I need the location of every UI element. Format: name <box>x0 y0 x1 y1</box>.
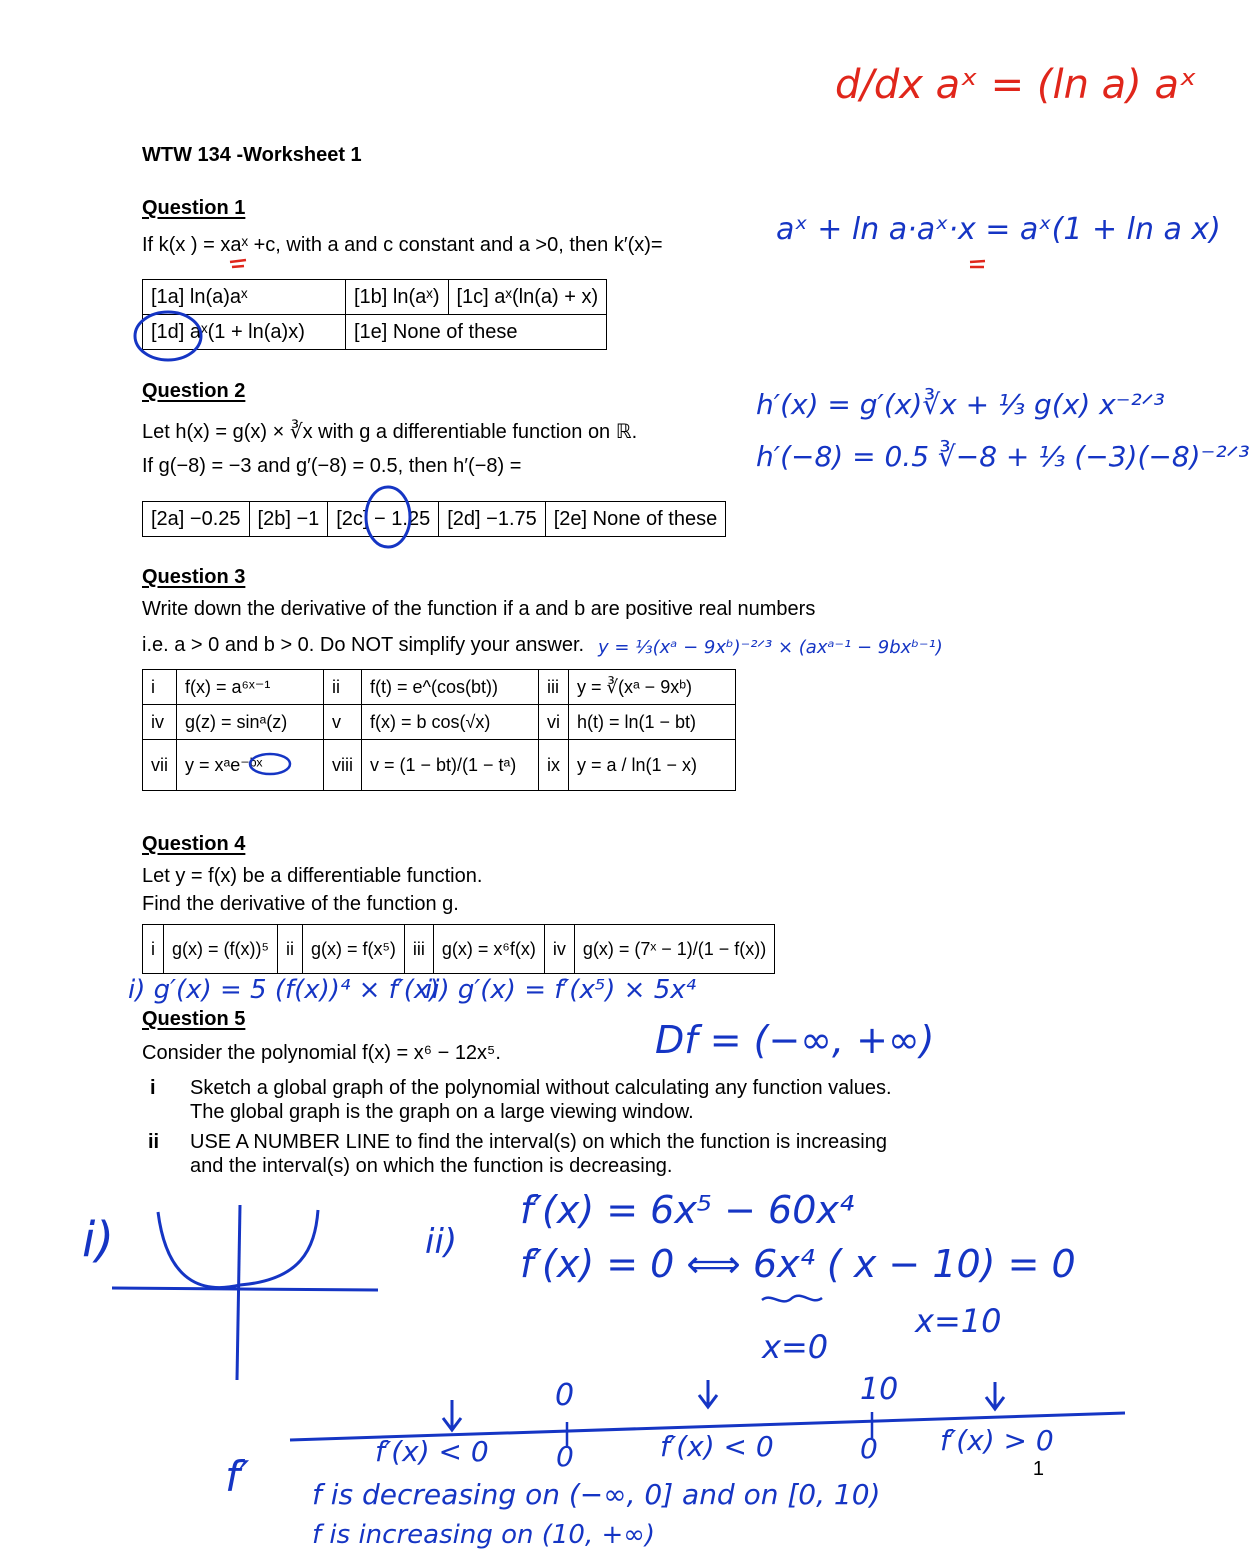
q4-label-iii: iii <box>404 925 433 974</box>
question-4-line-1: Let y = f(x) be a differentiable function. <box>142 865 483 887</box>
question-4-heading: Question 4 <box>142 833 246 855</box>
graph-sketch-y-axis <box>237 1205 240 1380</box>
red-double-underline-q1-work <box>970 261 985 267</box>
handwritten-conclusion-increasing: f is increasing on (10, +∞) <box>312 1520 656 1550</box>
question-1-prompt: If k(x ) = xaˣ +c, with a and c constant and a >0, then k′(x)= <box>142 234 663 256</box>
question-3-line-1: Write down the derivative of the function if a and b are positive real numbers <box>142 598 816 620</box>
q4-function-iii: g(x) = x⁶f(x) <box>433 925 544 974</box>
q3-function-vi: h(t) = ln(1 − bt) <box>569 705 736 740</box>
q4-function-ii: g(x) = f(x⁵) <box>302 925 404 974</box>
q4-function-i: g(x) = (f(x))⁵ <box>164 925 278 974</box>
number-line-fprime-label: f′ <box>225 1452 250 1501</box>
q3-label-i: i <box>143 670 177 705</box>
handwritten-critical-points-equation: f′(x) = 0 ⟺ 6x⁴ ( x − 10) = 0 <box>520 1242 1076 1286</box>
number-line-critical-zero: 0 <box>555 1378 575 1413</box>
number-line-sign-negative-1: f′(x) < 0 <box>375 1435 489 1468</box>
q4-function-iv: g(x) = (7ˣ − 1)/(1 − f(x)) <box>574 925 774 974</box>
handwritten-q2-working-2: h′(−8) = 0.5 ∛−8 + ⅓ (−3)(−8)⁻²ᐟ³ <box>756 440 1250 473</box>
question-2-heading: Question 2 <box>142 380 246 402</box>
number-line-sign-negative-2: f′(x) < 0 <box>660 1430 774 1463</box>
number-line <box>290 1413 1125 1440</box>
question-5-item-ii-text-1: USE A NUMBER LINE to find the interval(s) on which the function is increasing <box>190 1131 887 1153</box>
handwritten-first-derivative: f′(x) = 6x⁵ − 60x⁴ <box>520 1188 855 1232</box>
question-5-line-1: Consider the polynomial f(x) = x⁶ − 12x⁵. <box>142 1042 501 1064</box>
q3-label-vii: vii <box>143 740 177 791</box>
worksheet-title: WTW 134 -Worksheet 1 <box>142 144 362 166</box>
number-line-arrow-2 <box>699 1380 717 1407</box>
answer-circle-2c <box>366 487 410 547</box>
option-2b: [2b] −1 <box>249 502 328 537</box>
q3-function-viii: v = (1 − bt)/(1 − tᵃ) <box>362 740 539 791</box>
option-1a: [1a] ln(a)aˣ <box>143 280 346 315</box>
q3-function-ix: y = a / ln(1 − x) <box>569 740 736 791</box>
q3-label-iv: iv <box>143 705 177 740</box>
number-line-arrow-3 <box>986 1382 1004 1409</box>
number-line-zero-marker-2: 0 <box>860 1432 878 1465</box>
question-5-item-i-text-2: The global graph is the graph on a large viewing window. <box>190 1101 694 1123</box>
q3-label-vi: vi <box>539 705 569 740</box>
handwritten-q3-working: y = ⅓(xᵃ − 9xᵇ)⁻²ᐟ³ × (axᵃ⁻¹ − 9bxᵇ⁻¹) <box>598 637 943 658</box>
q3-label-ix: ix <box>539 740 569 791</box>
option-1d: [1d] aˣ(1 + ln(a)x) <box>143 315 346 350</box>
question-1-heading: Question 1 <box>142 197 246 219</box>
number-line-zero-marker-1: 0 <box>556 1440 574 1473</box>
question-4-line-2: Find the derivative of the function g. <box>142 893 459 915</box>
answer-circle-1d <box>135 312 201 360</box>
q3-function-iii: y = ∛(xᵃ − 9xᵇ) <box>569 670 736 705</box>
question-5-item-i-number: i <box>150 1077 156 1099</box>
handwritten-q2-working-1: h′(x) = g′(x)∛x + ⅓ g(x) x⁻²ᐟ³ <box>756 388 1165 421</box>
q3-function-ii: f(t) = e^(cos(bt)) <box>362 670 539 705</box>
q4-label-ii: ii <box>277 925 302 974</box>
handwritten-q4-part-ii: ii) g′(x) = f′(x⁵) × 5x⁴ <box>425 975 697 1005</box>
option-1b: [1b] ln(aˣ) <box>346 280 449 315</box>
number-line-critical-ten: 10 <box>860 1372 899 1407</box>
option-2e: [2e] None of these <box>545 502 725 537</box>
handwritten-q4-part-i: i) g′(x) = 5 (f(x))⁴ × f′(x) <box>128 975 440 1005</box>
q3-label-iii: iii <box>539 670 569 705</box>
q3-label-v: v <box>324 705 362 740</box>
q3-label-ii: ii <box>324 670 362 705</box>
q3-function-iv: g(z) = sinᵃ(z) <box>177 705 324 740</box>
handwritten-underline-6x4 <box>762 1296 822 1302</box>
option-2d: [2d] −1.75 <box>439 502 546 537</box>
handwritten-root-ten: x=10 <box>915 1302 1002 1340</box>
q4-label-iv: iv <box>544 925 574 974</box>
page-number: 1 <box>1032 1458 1044 1480</box>
option-1e: [1e] None of these <box>346 315 607 350</box>
handwritten-conclusion-decreasing: f is decreasing on (−∞, 0] and on [0, 10) <box>312 1478 881 1511</box>
question-5-item-ii-text-2: and the interval(s) on which the function is decreasing. <box>190 1155 673 1177</box>
question-5-item-i-text-1: Sketch a global graph of the polynomial without calculating any function values. <box>190 1077 892 1099</box>
q3-label-viii: viii <box>324 740 362 791</box>
red-underline-q1 <box>230 260 246 267</box>
answer-circle-q3-vii <box>250 754 290 774</box>
q3-function-v: f(x) = b cos(√x) <box>362 705 539 740</box>
question-3-line-2: i.e. a > 0 and b > 0. Do NOT simplify your answer. <box>142 634 585 656</box>
question-2-line-2: If g(−8) = −3 and g′(−8) = 0.5, then h′(−8) = <box>142 455 522 477</box>
option-2c: [2c] − 1.25 <box>328 502 439 537</box>
q3-function-vii: y = xᵃe⁻ᵇˣ <box>177 740 324 791</box>
handwritten-domain: Df = (−∞, +∞) <box>655 1018 935 1062</box>
handwritten-derivative-rule: d/dx aˣ = (ln a) aˣ <box>835 62 1197 108</box>
handwritten-q1-working: aˣ + ln a·aˣ·x = aˣ(1 + ln a x) <box>776 212 1221 247</box>
handwritten-root-zero: x=0 <box>762 1328 829 1366</box>
handwritten-part-ii-label: ii) <box>425 1222 458 1262</box>
question-5-item-ii-number: ii <box>148 1131 160 1153</box>
graph-sketch-x-axis <box>112 1288 378 1290</box>
number-line-arrow-1 <box>443 1400 461 1430</box>
option-1c: [1c] aˣ(ln(a) + x) <box>448 280 607 315</box>
number-line-sign-positive: f′(x) > 0 <box>940 1424 1054 1457</box>
question-5-heading: Question 5 <box>142 1008 246 1030</box>
option-2a: [2a] −0.25 <box>143 502 250 537</box>
handwritten-part-i-label: i) <box>82 1212 115 1268</box>
question-2-line-1: Let h(x) = g(x) × ∛x with g a differentiable function on ℝ. <box>142 421 638 443</box>
q3-function-i: f(x) = a⁶ˣ⁻¹ <box>177 670 324 705</box>
q4-label-i: i <box>143 925 164 974</box>
question-3-heading: Question 3 <box>142 566 246 588</box>
